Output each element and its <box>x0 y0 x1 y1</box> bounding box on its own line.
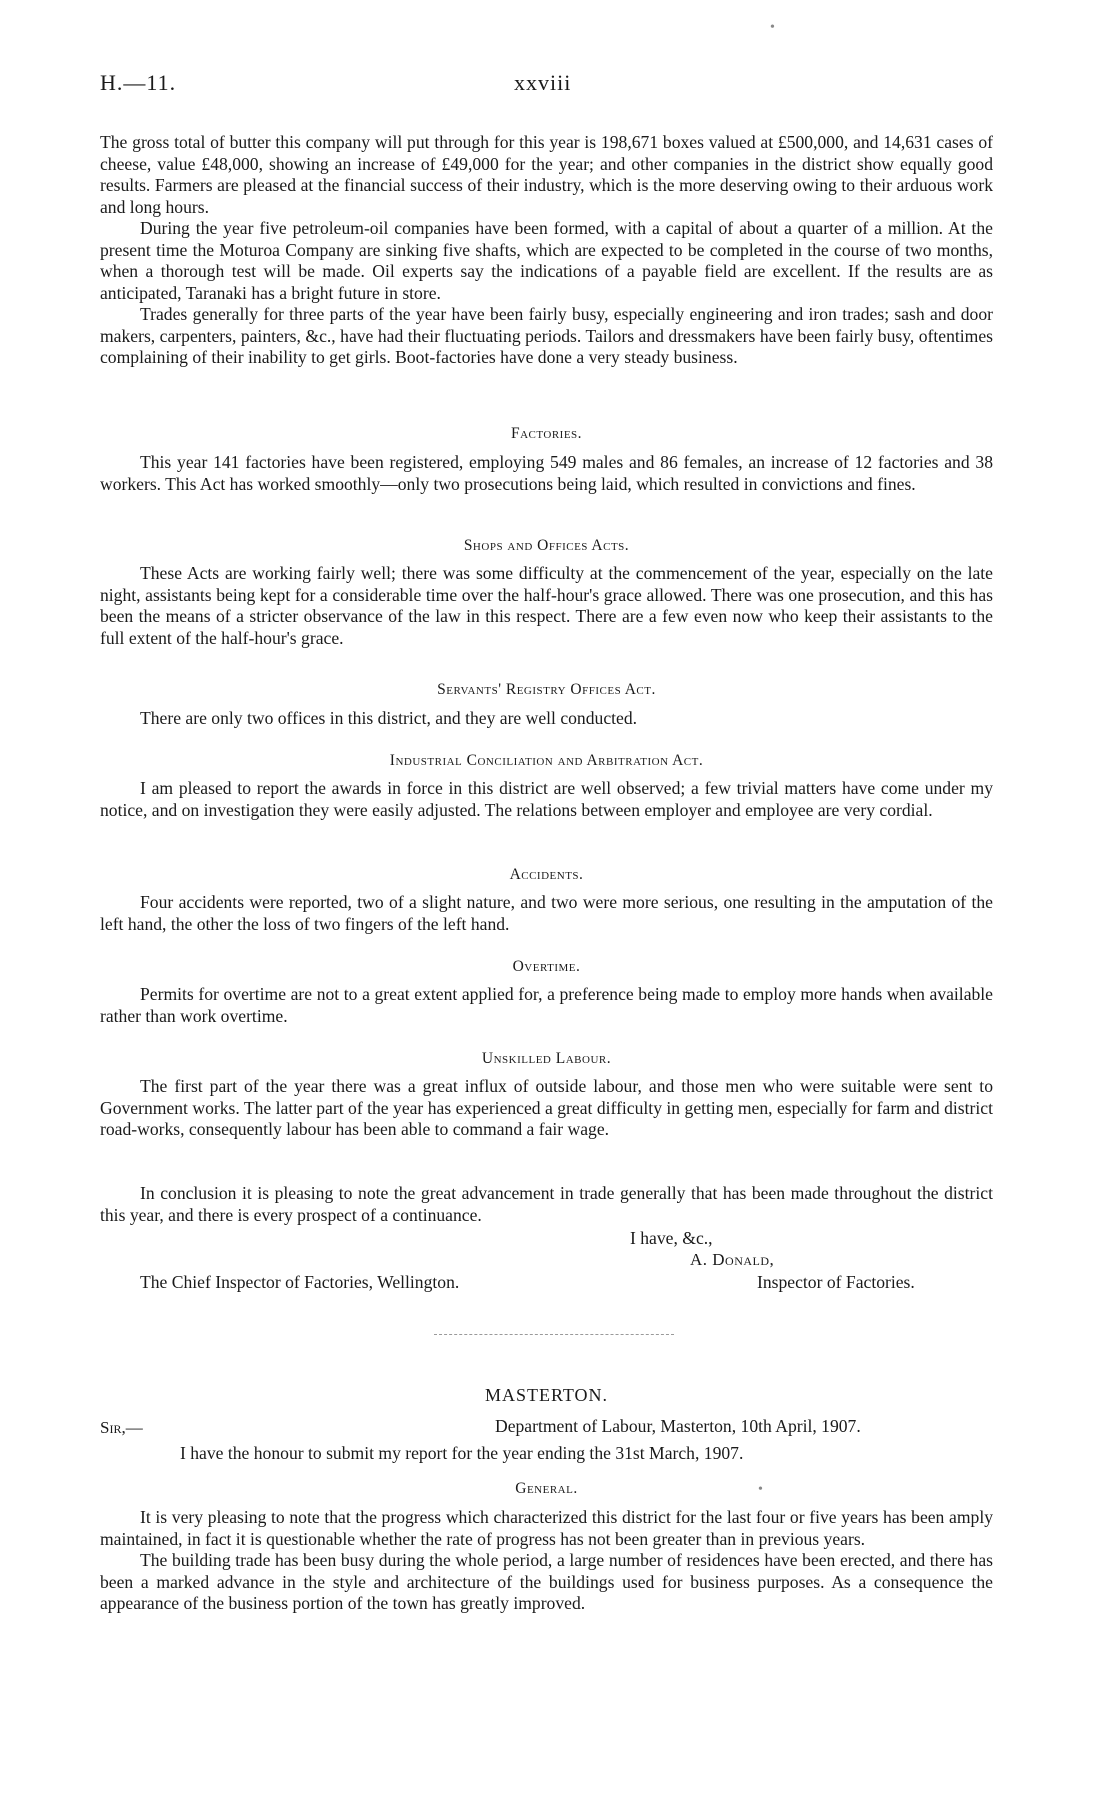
section-overtime <box>100 984 993 1027</box>
section-factories <box>100 452 993 495</box>
paragraph-arbitration: I am pleased to report the awards in force in this district are well observed; a few trivial matters have come under my notice, and on investigation they were easily adjusted. The relations between employer and employee are very cordial. <box>100 778 993 820</box>
closing-line: I have, &c., <box>630 1228 713 1248</box>
paragraph-building-trade: The building trade has been busy during the whole period, a large number of residences have been erected, and there has been a marked advance in the style and architecture of the buildings used for business purposes. As a consequence the appearance of the business portion of the town has greatly improved. <box>100 1550 993 1613</box>
document-id: H.—11. <box>100 70 177 95</box>
heading-unskilled-labour: Unskilled Labour. <box>481 1050 612 1067</box>
paragraph-servants-registry: There are only two offices in this district, and they are well conducted. <box>140 708 638 728</box>
addressee: The Chief Inspector of Factories, Wellington. <box>140 1272 460 1292</box>
section-arbitration <box>100 778 993 821</box>
heading-factories: Factories. <box>510 425 583 442</box>
heading-servants-registry: Servants' Registry Offices Act. <box>437 681 656 698</box>
masterton-title: MASTERTON. <box>484 1385 609 1405</box>
heading-overtime: Overtime. <box>512 958 581 975</box>
paragraph-trades: Trades generally for three parts of the year have been fairly busy, especially engineering and iron trades; sash and door makers, carpenters, painters, &c., have had their fluctuating periods. Tailors and dressmakers have been fairly busy, oftentimes complaining of their inability to get girls. Boot-factories have done a very steady business. <box>100 304 993 367</box>
heading-arbitration: Industrial Conciliation and Arbitration Act. <box>389 752 704 769</box>
signatory-name: A. Donald, <box>690 1250 775 1269</box>
section-conclusion <box>100 1183 993 1226</box>
paragraph-accidents: Four accidents were reported, two of a slight nature, and two were more serious, one resulting in the amputation of the left hand, the other the loss of two fingers of the left hand. <box>100 892 993 934</box>
heading-shops-offices: Shops and Offices Acts. <box>463 537 630 554</box>
dateline: Department of Labour, Masterton, 10th April, 1907. <box>495 1416 861 1436</box>
scan-speck: • <box>758 1482 763 1497</box>
section-shops-offices <box>100 563 993 649</box>
page-number: xxviii <box>514 70 572 95</box>
heading-accidents: Accidents. <box>509 866 584 883</box>
salutation: Sir,— <box>100 1418 143 1437</box>
section-servants-registry <box>100 708 993 730</box>
intro-section <box>100 132 993 369</box>
paragraph-overtime: Permits for overtime are not to a great extent applied for, a preference being made to employ more hands when available rather than work overtime. <box>100 984 993 1026</box>
opening-line: I have the honour to submit my report for the year ending the 31st March, 1907. <box>180 1443 744 1463</box>
scan-speck: • <box>770 20 775 35</box>
paragraph-shops-offices: These Acts are working fairly well; there was some difficulty at the commencement of the year, especially on the late night, assistants being kept for a considerable time over the half-hour's grace allowed. There was one prosecution, and this has been the means of a stricter observance of the law in this respect. There are a few even now who keep their assistants to the full extent of the half-hour's grace. <box>100 563 993 648</box>
paragraph-factories: This year 141 factories have been registered, employing 549 males and 86 females, an increase of 12 factories and 38 workers. This Act has worked smoothly—only two prosecutions being laid, which resulted in convictions and fines. <box>100 452 993 494</box>
paragraph-progress: It is very pleasing to note that the progress which characterized this district for the last four or five years has been amply maintained, in fact it is questionable whether the rate of progress has not been greater than in previous years. <box>100 1507 993 1549</box>
section-accidents <box>100 892 993 935</box>
section-unskilled-labour <box>100 1076 993 1141</box>
signatory-title: Inspector of Factories. <box>757 1272 915 1292</box>
paragraph-conclusion: In conclusion it is pleasing to note the great advancement in trade generally that has been made throughout the district this year, and there is every prospect of a continuance. <box>100 1183 993 1225</box>
section-divider <box>434 1334 674 1335</box>
heading-general: General. <box>515 1480 578 1497</box>
paragraph-unskilled-labour: The first part of the year there was a great influx of outside labour, and those men who were suitable were sent to Government works. The latter part of the year has experienced a great difficulty in getting men, especially for farm and district road-works, consequently labour has been able to command a fair wage. <box>100 1076 993 1139</box>
section-general <box>100 1507 993 1615</box>
paragraph-petroleum: During the year five petroleum-oil companies have been formed, with a capital of about a quarter of a million. At the present time the Moturoa Company are sinking five shafts, which are expected to be completed in the course of two months, when a thorough test will be made. Oil experts say the indications of a payable field are excellent. If the results are as anticipated, Taranaki has a bright future in store. <box>100 218 993 303</box>
paragraph-butter: The gross total of butter this company will put through for this year is 198,671 boxes valued at £500,000, and 14,631 cases of cheese, value £48,000, showing an increase of £49,000 for the year; and other companies in the district show equally good results. Farmers are pleased at the financial success of their industry, which is the more deserving owing to their arduous work and long hours. <box>100 132 993 217</box>
